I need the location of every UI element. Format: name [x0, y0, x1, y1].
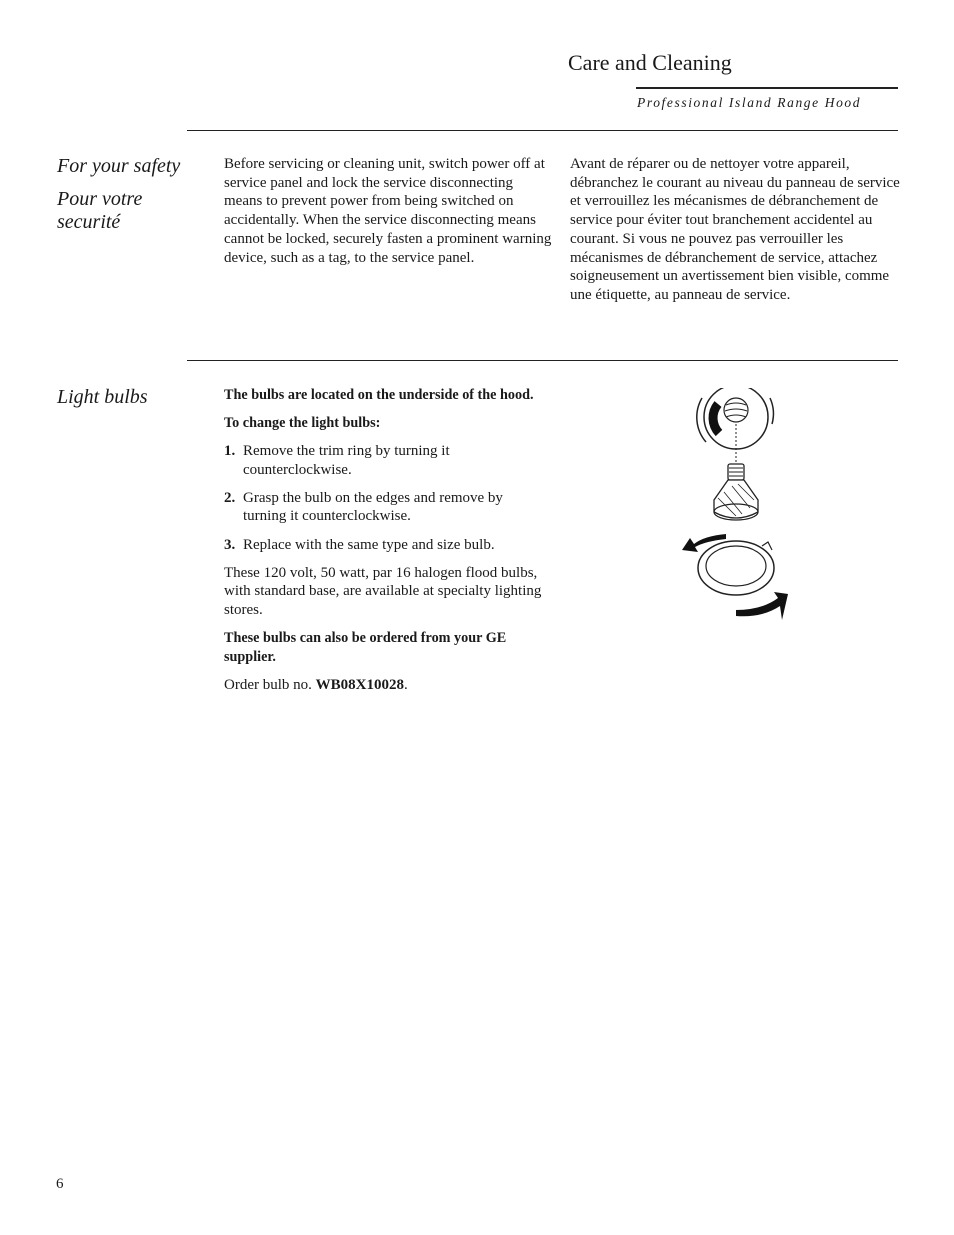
document-subtitle: Professional Island Range Hood: [637, 95, 862, 110]
safety-text-fr: Avant de réparer ou de nettoyer votre appareil, débranchez le courant au niveau du panneau de service et verrouillez les mécanismes de débranchement de service pour éviter tout branchement accidentel au courant. Si vous ne pouvez pas verrouiller les mécanismes de débranchement de service, attachez soigneusement un avertissement bien visible, comme une étiquette, au panneau de service.: [570, 156, 900, 303]
step-number: 1.: [224, 443, 236, 460]
trim-ring-icon: [698, 541, 774, 595]
step-1: [224, 442, 544, 479]
part-number: WB08X10028: [315, 676, 404, 693]
bulb-specification: These 120 volt, 50 watt, par 16 halogen flood bulbs, with standard base, are available at specialty lighting stores.: [224, 564, 542, 618]
safety-text-en: Before servicing or cleaning unit, switch power off at service panel and lock the service disconnecting means to prevent power from being switched on accidentally. When the service disconnecting means cannot be locked, securely fasten a prominent warning device, such as a tag, to the service panel.: [224, 156, 552, 266]
halogen-bulb-icon: [714, 464, 758, 520]
socket-icon: [697, 388, 774, 449]
step-3: [224, 536, 544, 555]
section-divider-top: [187, 130, 898, 131]
step-2: [224, 489, 544, 526]
section-divider-middle: [187, 360, 898, 361]
safety-heading-en: For your safety: [57, 155, 181, 177]
light-bulbs-instructions: [224, 386, 544, 704]
page-number: 6: [56, 1176, 64, 1192]
section-title: Care and Cleaning: [568, 50, 732, 75]
step-text: Replace with the same type and size bulb.: [243, 536, 495, 553]
steps-title: To change the light bulbs:: [224, 415, 381, 432]
order-suffix: .: [404, 676, 408, 693]
light-bulbs-heading: Light bulbs: [57, 386, 148, 408]
step-text: Grasp the bulb on the edges and remove by turning it counterclockwise.: [243, 489, 503, 525]
bulbs-location-note: The bulbs are located on the underside of the hood.: [224, 387, 534, 403]
step-number: 3.: [224, 536, 236, 553]
header-rule: [636, 87, 898, 89]
order-note: These bulbs can also be ordered from your GE supplier.: [224, 629, 507, 665]
order-prefix: Order bulb no.: [224, 676, 312, 693]
order-line: [224, 676, 544, 695]
step-number: 2.: [224, 489, 236, 506]
safety-heading-fr: Pour votre securité: [57, 188, 143, 233]
step-text: Remove the trim ring by turning it counterclockwise.: [243, 443, 450, 478]
bulb-replacement-illustration: [676, 388, 796, 628]
